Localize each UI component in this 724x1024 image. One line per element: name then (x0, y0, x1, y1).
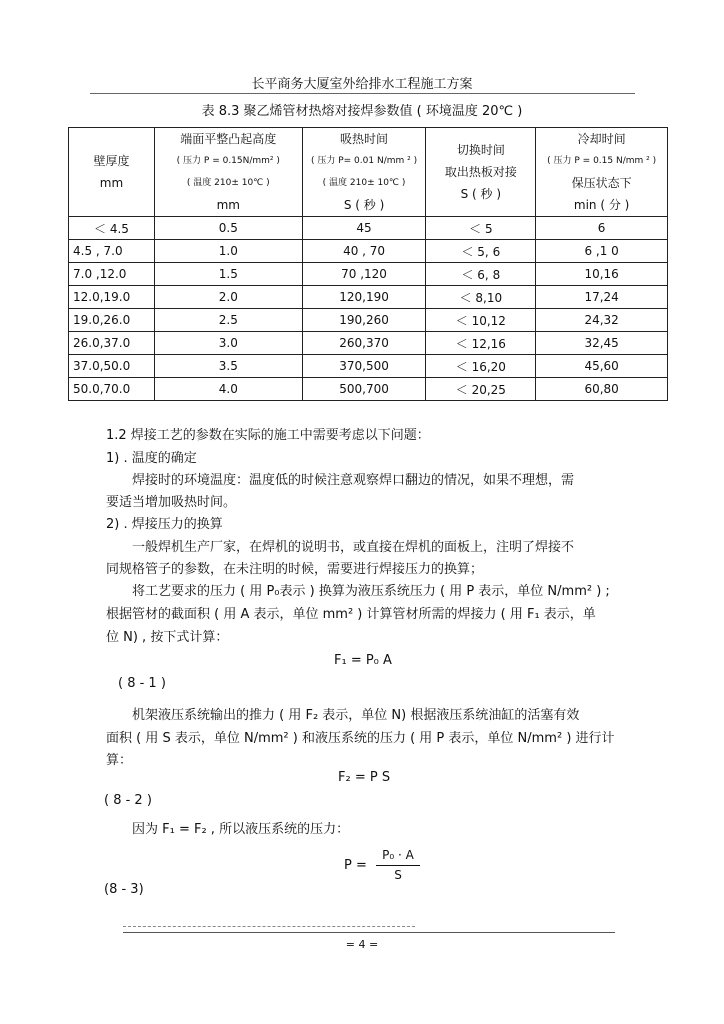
table-header-row (69, 128, 668, 217)
paragraph-line: 因为 F₁ = F₂ , 所以液压系统的压力： (132, 822, 350, 837)
cell: 3.5 (154, 355, 302, 378)
col-header-cooling-time: 冷却时间 ( 压力 P = 0.15 N/mm ² ) 保压状态下 min ( 分 ) (536, 128, 668, 217)
equation-8-2: F₂ = P S (338, 770, 391, 785)
cell: 6 (536, 217, 668, 240)
cell: 60,80 (536, 378, 668, 401)
cell: 10,16 (536, 263, 668, 286)
header-rule (90, 93, 635, 94)
cell: 45,60 (536, 355, 668, 378)
cell: 7.0 ,12.0 (69, 263, 155, 286)
cell: 4.0 (154, 378, 302, 401)
equation-number: ( 8 - 1 ) (118, 676, 166, 691)
cell: 17,24 (536, 286, 668, 309)
col-header-changeover-time: 切换时间 取出热板对接 S ( 秒 ) (426, 128, 536, 217)
page-header: 长平商务大厦室外给排水工程施工方案 (251, 77, 473, 92)
cell: ＜ 5 (426, 217, 536, 240)
cell: 500,700 (302, 378, 426, 401)
paragraph-line: 焊接时的环境温度：温度低的时候注意观察焊口翻边的情况，如果不理想，需 (132, 473, 575, 488)
fraction-bar (376, 865, 420, 866)
cell: 0.5 (154, 217, 302, 240)
cell: ＜ 16,20 (426, 355, 536, 378)
paragraph-line: 根据管材的截面积 ( 用 A 表示，单位 mm² ) 计算管材所需的焊接力 ( 用 F₁ 表示，单 (106, 607, 596, 622)
cell: 120,190 (302, 286, 426, 309)
equation-8-3-numerator: P₀ · A (382, 848, 414, 862)
table-row (69, 263, 668, 286)
equation-number: (8 - 3) (104, 882, 144, 897)
cell: 2.5 (154, 309, 302, 332)
table-row (69, 240, 668, 263)
cell: 4.5 , 7.0 (69, 240, 155, 263)
cell: ＜ 20,25 (426, 378, 536, 401)
cell: 40 , 70 (302, 240, 426, 263)
page-number: = 4 = (345, 938, 379, 951)
col-header-wall-thickness: 壁厚度 mm (69, 128, 155, 217)
footer-rule (123, 932, 615, 933)
paragraph-line: 面积 ( 用 S 表示，单位 N/mm² ) 和液压系统的压力 ( 用 P 表示，单位 N/mm² ) 进行计 (106, 731, 615, 746)
cell: 70 ,120 (302, 263, 426, 286)
cell: ＜ 6, 8 (426, 263, 536, 286)
cell: 26.0,37.0 (69, 332, 155, 355)
cell: ＜ 5, 6 (426, 240, 536, 263)
table-row (69, 217, 668, 240)
cell: ＜ 8,10 (426, 286, 536, 309)
cell: 19.0,26.0 (69, 309, 155, 332)
table-row (69, 355, 668, 378)
table-row (69, 332, 668, 355)
equation-8-3-denominator: S (394, 868, 402, 882)
section-heading: 1.2 焊接工艺的参数在实际的施工中需要考虑以下问题： (106, 428, 430, 443)
cell: 370,500 (302, 355, 426, 378)
paragraph-line: 一般焊机生产厂家，在焊机的说明书，或直接在焊机的面板上，注明了焊接不 (132, 540, 575, 555)
cell: 24,32 (536, 309, 668, 332)
cell: 12.0,19.0 (69, 286, 155, 309)
cell: 45 (302, 217, 426, 240)
cell: 2.0 (154, 286, 302, 309)
cell: ＜ 4.5 (69, 217, 155, 240)
cell: 260,370 (302, 332, 426, 355)
cell: 190,260 (302, 309, 426, 332)
paragraph-line: 位 N) , 按下式计算： (106, 630, 229, 645)
equation-8-1: F₁ = P₀ A (334, 653, 392, 668)
paragraph-line: 将工艺要求的压力 ( 用 P₀表示 ) 换算为液压系统压力 ( 用 P 表示，单位 N/mm² ) ; (132, 584, 610, 599)
table-row (69, 309, 668, 332)
weld-parameter-table (68, 127, 668, 401)
cell: ＜ 12,16 (426, 332, 536, 355)
table-caption: 表 8.3 聚乙烯管材热熔对接焊参数值 ( 环境温度 20℃ ) (201, 104, 523, 119)
cell: 3.0 (154, 332, 302, 355)
table-row (69, 286, 668, 309)
footer-dashed-rule (123, 926, 415, 927)
cell: 32,45 (536, 332, 668, 355)
cell: 6 ,1 0 (536, 240, 668, 263)
paragraph-line: 同规格管子的参数，在未注明的时候，需要进行焊接压力的换算； (106, 562, 484, 577)
equation-8-3-lhs: P = (344, 858, 367, 873)
cell: 1.0 (154, 240, 302, 263)
cell: 37.0,50.0 (69, 355, 155, 378)
cell: ＜ 10,12 (426, 309, 536, 332)
col-header-bead-height: 端面平整凸起高度 ( 压力 P = 0.15N/mm² ) ( 温度 210± 10℃ ) mm (154, 128, 302, 217)
paragraph-line: 要适当增加吸热时间。 (106, 495, 237, 510)
col-header-heat-soak-time: 吸热时间 ( 压力 P= 0.01 N/mm ² ) ( 温度 210± 10℃ ) S ( 秒 ) (302, 128, 426, 217)
cell: 50.0,70.0 (69, 378, 155, 401)
equation-number: ( 8 - 2 ) (104, 793, 152, 808)
paragraph-line: 算： (106, 753, 133, 768)
cell: 1.5 (154, 263, 302, 286)
subsection-heading: 2) . 焊接压力的换算 (106, 517, 223, 532)
paragraph-line: 机架液压系统输出的推力 ( 用 F₂ 表示，单位 N) 根据液压系统油缸的活塞有效 (132, 708, 580, 723)
table-row (69, 378, 668, 401)
subsection-heading: 1) . 温度的确定 (106, 451, 197, 466)
